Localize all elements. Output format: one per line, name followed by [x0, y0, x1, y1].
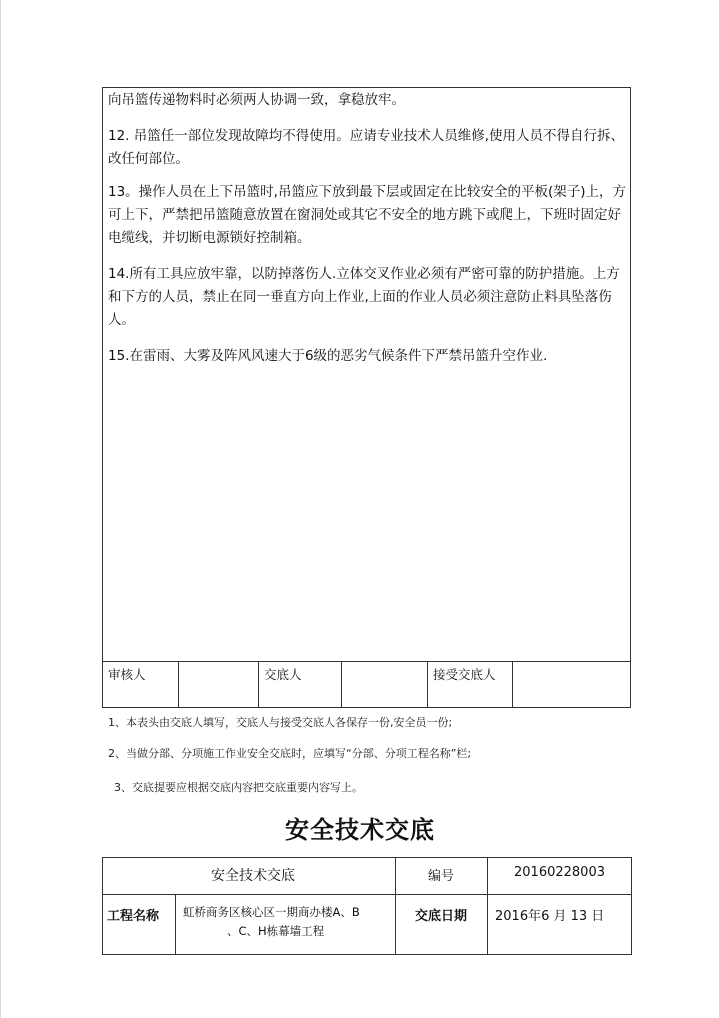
reviewer-label: 审核人	[103, 662, 179, 708]
table-col-divider	[175, 895, 176, 954]
reviewer-signature-field[interactable]	[179, 662, 259, 708]
note-3: 3、交底提要应根据交底内容把交底重要内容写上。	[114, 781, 363, 794]
note-1: 1、本表头由交底人填写，交底人与接受交底人各保存一份,安全员一份;	[108, 716, 453, 729]
project-value	[183, 903, 393, 941]
paragraph-15: 15.在雷雨、大雾及阵风风速大于6级的恶劣气候条件下严禁吊篮升空作业.	[108, 348, 548, 364]
paragraph-12: 12. 吊篮任一部位发现故障均不得使用。应请专业技术人员维修,使用人员不得自行拆、改任何部位。	[108, 128, 625, 167]
table-row-divider	[103, 894, 631, 895]
discloser-signature-field[interactable]	[342, 662, 428, 708]
date-label: 交底日期	[414, 909, 467, 924]
info-table	[102, 857, 632, 955]
date-value: 2016年6 月 13 日	[495, 909, 605, 924]
number-value: 20160228003	[514, 865, 605, 880]
number-label: 编号	[427, 869, 454, 884]
receiver-signature-field[interactable]	[513, 662, 630, 708]
disclosure-content-box	[102, 87, 631, 708]
receiver-label: 接受交底人	[428, 662, 513, 708]
discloser-label: 交底人	[259, 662, 342, 708]
paragraph-13: 13。操作人员在上下吊篮时,吊篮应下放到最下层或固定在比较安全的平板(架子)上，方可上下，严禁把吊篮随意放置在窗洞处或其它不安全的地方跳下或爬上，下班时固定好电缆线，并切断电源锁好控制箱。	[108, 184, 627, 246]
note-2: 2、当做分部、分项施工作业安全交底时，应填写“分部、分项工程名称”栏;	[108, 747, 472, 760]
document-title: 安全技术交底	[285, 816, 435, 844]
project-label: 工程名称	[107, 909, 160, 924]
paragraph-continued: 向吊篮传递物料时必须两人协调一致，拿稳放牢。	[108, 92, 405, 108]
project-value-line-2: 、C、H栋幕墙工程	[227, 924, 325, 938]
page-edge-left	[0, 0, 1, 1018]
signature-row	[103, 661, 630, 708]
table-header-title: 安全技术交底	[211, 868, 295, 884]
project-value-line-1: 虹桥商务区核心区一期商办楼A、B	[183, 905, 360, 919]
paragraph-14: 14.所有工具应放牢靠，以防掉落伤人.立体交叉作业必须有严密可靠的防护措施。上方和下方的人员，禁止在同一垂直方向上作业,上面的作业人员必须注意防止料具坠落伤人。	[108, 266, 620, 328]
